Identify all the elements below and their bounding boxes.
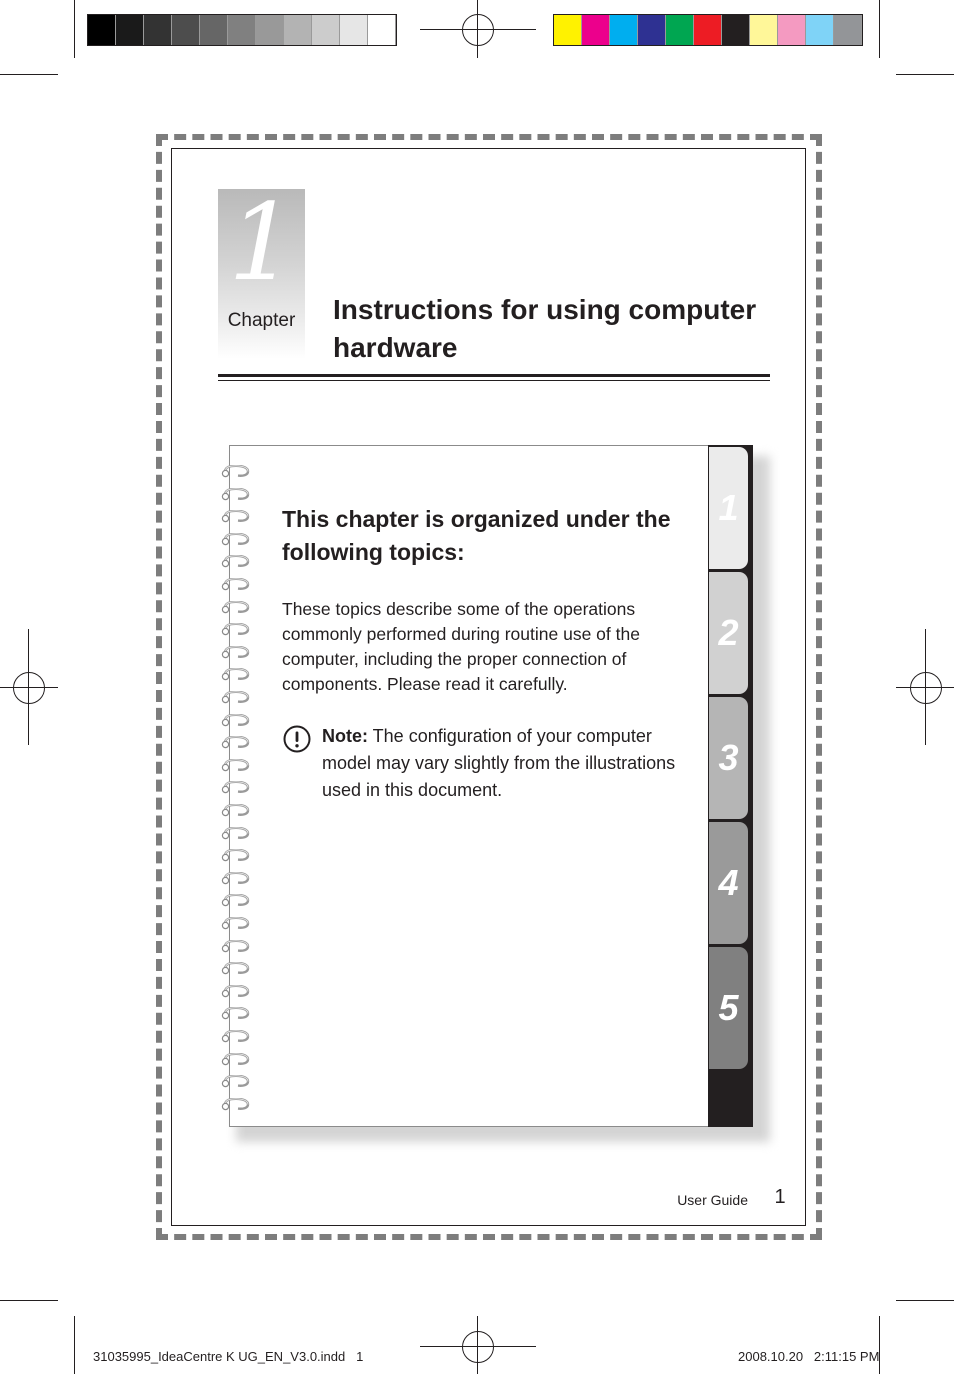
color-swatch [834, 15, 862, 45]
chapter-tab-5: 5 [709, 947, 748, 1069]
color-swatch [666, 15, 694, 45]
color-swatch [116, 15, 144, 45]
color-swatch [750, 15, 778, 45]
spiral-ring [221, 984, 251, 998]
chapter-tab-3: 3 [709, 697, 748, 819]
grayscale-color-bar [87, 14, 397, 46]
color-swatch [340, 15, 368, 45]
spiral-ring [221, 713, 251, 727]
chapter-title: Instructions for using computer hardware [333, 294, 757, 363]
spiral-ring [221, 1052, 251, 1066]
topics-description: These topics describe some of the operations commonly performed during routine use of the computer, including the proper connection of components. Please read it carefully. [282, 599, 640, 694]
chapter-tab-4: 4 [709, 822, 748, 944]
color-swatch [228, 15, 256, 45]
color-swatch [144, 15, 172, 45]
spiral-ring [221, 848, 251, 862]
spiral-ring [221, 690, 251, 704]
spiral-ring [221, 1006, 251, 1020]
spiral-ring [221, 1097, 251, 1111]
footer-label: User Guide [677, 1192, 748, 1208]
spiral-ring [221, 622, 251, 636]
chapter-tab-2: 2 [709, 572, 748, 694]
color-swatch [312, 15, 340, 45]
color-swatch [778, 15, 806, 45]
exclamation-circle-icon [283, 725, 311, 753]
color-swatch [694, 15, 722, 45]
color-swatch [172, 15, 200, 45]
spiral-ring [221, 509, 251, 523]
slug-timestamp: 2008.10.20 2:11:15 PM [738, 1349, 880, 1364]
spiral-ring [221, 464, 251, 478]
color-swatch [200, 15, 228, 45]
spiral-ring [221, 554, 251, 568]
note-label: Note: [322, 726, 368, 746]
color-swatch [610, 15, 638, 45]
spiral-ring [221, 780, 251, 794]
spiral-ring [221, 871, 251, 885]
color-swatch [88, 15, 116, 45]
topics-heading: This chapter is organized under the following topics: [282, 506, 671, 565]
spiral-ring [221, 916, 251, 930]
color-swatch [368, 15, 396, 45]
spiral-ring [221, 1074, 251, 1088]
spiral-ring [221, 645, 251, 659]
spiral-ring [221, 1029, 251, 1043]
color-swatch [256, 15, 284, 45]
spiral-ring [221, 803, 251, 817]
spiral-ring [221, 487, 251, 501]
process-color-bar [553, 14, 863, 46]
spiral-ring [221, 758, 251, 772]
note-text [322, 723, 702, 804]
title-rule-thin [218, 380, 770, 381]
note-body: The configuration of your computer model may vary slightly from the illustrations used in this document. [322, 726, 676, 800]
spiral-ring [221, 961, 251, 975]
color-swatch [722, 15, 750, 45]
spiral-ring [221, 939, 251, 953]
slug-filename: 31035995_IdeaCentre K UG_EN_V3.0.indd 1 [93, 1349, 364, 1364]
page-number: 1 [774, 1186, 786, 1208]
spiral-ring [221, 667, 251, 681]
chapter-number: 1 [228, 181, 296, 304]
spiral-ring [221, 826, 251, 840]
color-swatch [284, 15, 312, 45]
spiral-ring [221, 600, 251, 614]
spiral-ring [221, 735, 251, 749]
color-swatch [582, 15, 610, 45]
color-swatch [806, 15, 834, 45]
spiral-ring [221, 577, 251, 591]
chapter-label: Chapter [227, 310, 296, 331]
spiral-ring [221, 893, 251, 907]
spiral-ring [221, 532, 251, 546]
chapter-tab-1: 1 [709, 447, 748, 569]
color-swatch [554, 15, 582, 45]
color-swatch [638, 15, 666, 45]
title-rule [218, 374, 770, 377]
